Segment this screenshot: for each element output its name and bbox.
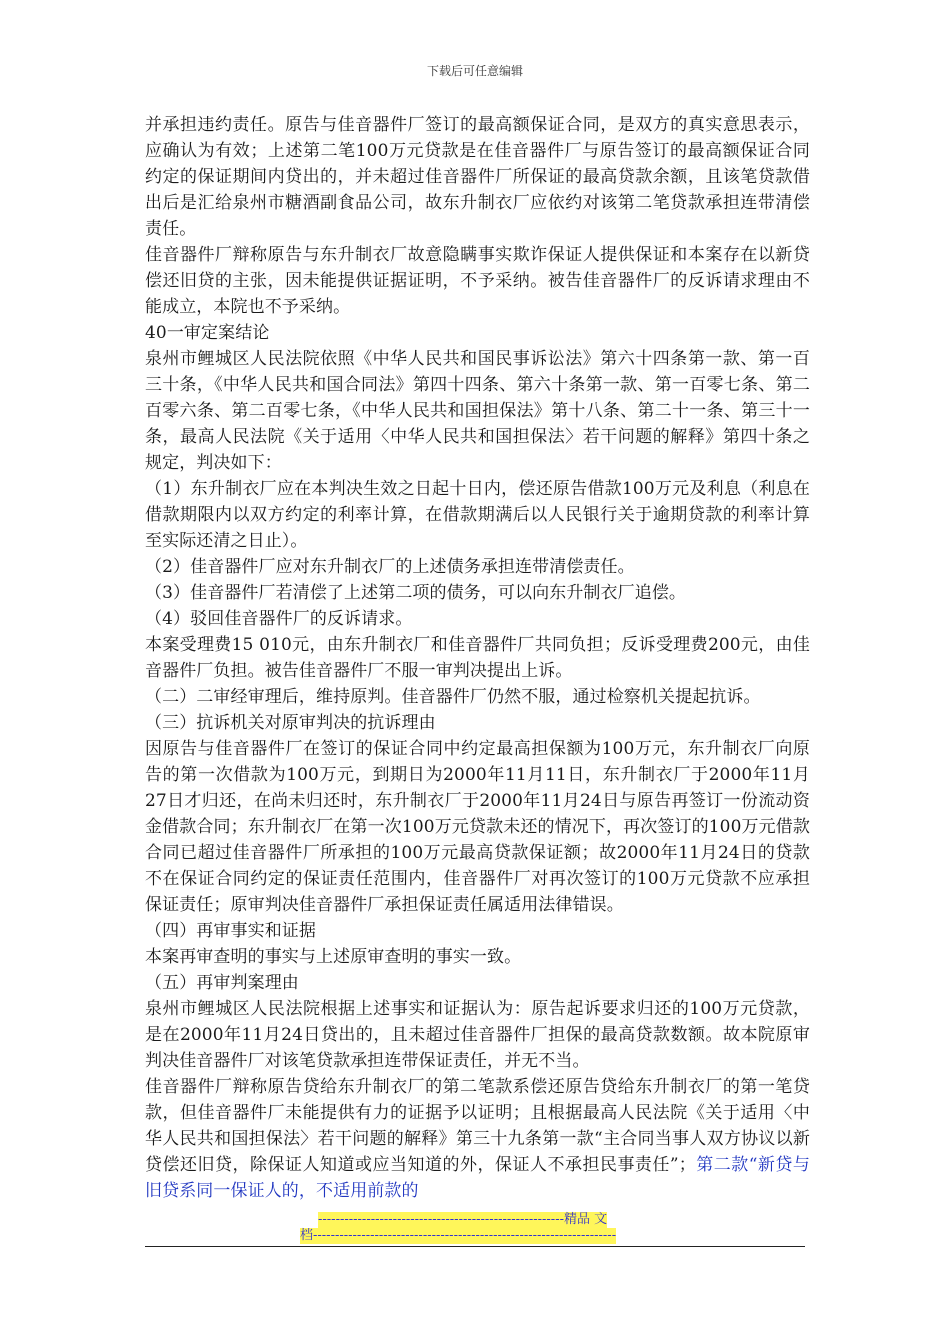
paragraph: 佳音器件厂辩称原告与东升制衣厂故意隐瞒事实欺诈保证人提供保证和本案存在以新贷偿还旧贷的主张，因未能提供证据证明，不予采纳。被告佳音器件厂的反诉请求理由不能成立，本院也不予采纳。 (145, 245, 810, 317)
judgment-item: （3）佳音器件厂若清偿了上述第二项的债务，可以向东升制衣厂追偿。 (145, 583, 687, 603)
paragraph: 本案再审查明的事实与上述原审查明的事实一致。 (145, 947, 522, 967)
page-header: 下载后可任意编辑 (426, 64, 523, 78)
paragraph: （二）二审经审理后，维持原判。佳音器件厂仍然不服，通过检察机关提起抗诉。 (145, 687, 761, 707)
section-heading: （三）抗诉机关对原审判决的抗诉理由 (145, 713, 436, 733)
judgment-item: （2）佳音器件厂应对东升制衣厂的上述债务承担连带清偿责任。 (145, 557, 635, 577)
section-heading: （四）再审事实和证据 (145, 921, 316, 941)
highlighted-text: 第二款“新贷与旧贷系同一保证人的，不适用前款的 (145, 1155, 811, 1201)
document-body (145, 112, 810, 1204)
section-heading: （五）再审判案理由 (145, 973, 299, 993)
paragraph-last (145, 1074, 810, 1204)
paragraph: 泉州市鲤城区人民法院依照《中华人民共和国民事诉讼法》第六十四条第一款、第一百三十条，《中华人民共和国合同法》第四十四条、第六十条第一款、第一百零七条、第二百零六条、第二百零七条，《中华人民共和国担保法》第十八条、第二十一条、第三十一条，最高人民法院《关于适用〈中华人民共和国担保法〉若干问题的解释》第四十条之规定，判决如下： (145, 349, 810, 473)
paragraph: 因原告与佳音器件厂在签订的保证合同中约定最高担保额为100万元，东升制衣厂向原告的第一次借款为100万元，到期日为2000年11月11日，东升制衣厂于2000年11月27日才归还，在尚未归还时，东升制衣厂于2000年11月24日与原告再签订一份流动资金借款合同；东升制衣厂在第一次100万元贷款未还的情况下，再次签订的100万元借款合同已超过佳音器件厂所承担的100万元最高贷款保证额；故2000年11月24日的贷款不在保证合同约定的保证责任范围内，佳音器件厂对再次签订的100万元贷款不应承担保证责任；原审判决佳音器件厂承担保证责任属适用法律错误。 (145, 739, 810, 915)
judgment-item: （1）东升制衣厂应在本判决生效之日起十日内，偿还原告借款100万元及利息（利息在借款期限内以双方约定的利率计算，在借款期满后以人民银行关于逾期贷款的利率计算至实际还清之日止）。 (145, 479, 810, 551)
paragraph: 泉州市鲤城区人民法院根据上述事实和证据认为：原告起诉要求归还的100万元贷款，是在2000年11月24日贷出的，且未超过佳音器件厂担保的最高贷款数额。故本院原审判决佳音器件厂对该笔贷款承担连带保证责任，并无不当。 (145, 999, 810, 1071)
paragraph-text: 佳音器件厂辩称原告贷给东升制衣厂的第二笔款系偿还原告贷给东升制衣厂的第一笔贷款，但佳音器件厂未能提供有力的证据予以证明；且根据最高人民法院《关于适用〈中华人民共和国担保法〉若干问题的解释》第三十九条第一款“主合同当事人双方协议以新贷偿还旧贷，除保证人知道或应当知道的外，保证人不承担民事责任”； (145, 1077, 810, 1175)
footer-watermark-line2: 档--------------------------------------------------------------------- (300, 1228, 617, 1243)
footer-divider (145, 1246, 805, 1247)
section-heading: 40一审定案结论 (145, 323, 270, 343)
paragraph: 并承担违约责任。原告与佳音器件厂签订的最高额保证合同，是双方的真实意思表示，应确认为有效；上述第二笔100万元贷款是在佳音器件厂与原告签订的最高额保证合同约定的保证期间内贷出的，并未超过佳音器件厂所保证的最高贷款余额，且该笔贷款借出后是汇给泉州市糖酒副食品公司，故东升制衣厂应依约对该第二笔贷款承担连带清偿责任。 (145, 115, 810, 239)
judgment-item: （4）驳回佳音器件厂的反诉请求。 (145, 609, 413, 629)
footer-watermark-line1: --------------------------------------------------------精品 文 (318, 1212, 608, 1227)
paragraph: 本案受理费15 010元，由东升制衣厂和佳音器件厂共同负担；反诉受理费200元，由佳音器件厂负担。被告佳音器件厂不服一审判决提出上诉。 (145, 635, 810, 681)
